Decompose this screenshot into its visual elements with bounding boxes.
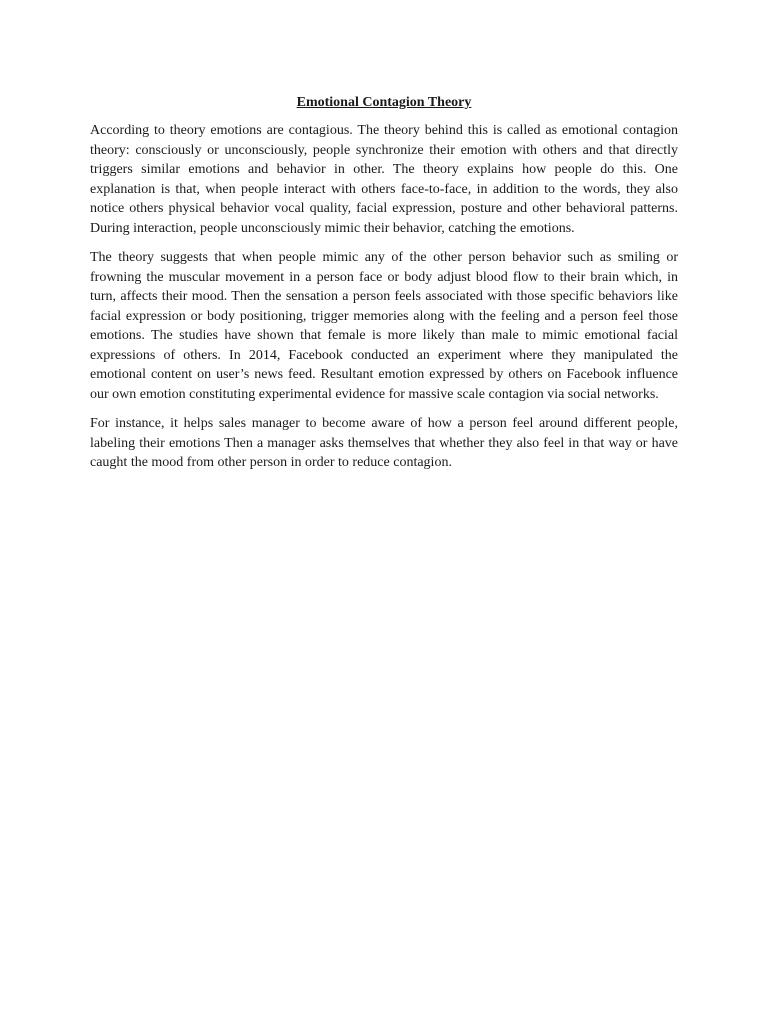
paragraph-2: The theory suggests that when people mimic any of the other person behavior such as smiling or frowning the muscular movement in a person face or body adjust blood flow to their brain which, in turn, affects their mood. Then the sensation a person feels associated with those specific behaviors like facial expression or body positioning, trigger memories along with the feeling and a person feel those emotions. The studies have shown that female is more likely than male to mimic emotional facial expressions of others. In 2014, Facebook conducted an experiment where they manipulated the emotional content on user’s news feed. Resultant emotion expressed by others on Facebook influence our own emotion constituting experimental evidence for massive scale contagion via social networks.: [90, 250, 678, 402]
paragraph-1: According to theory emotions are contagious. The theory behind this is called as emotional contagion theory: consciously or unconsciously, people synchronize their emotion with others and that directly triggers similar emotions and behavior in other. The theory explains how people do this. One explanation is that, when people interact with others face-to-face, in addition to the words, they also notice others physical behavior vocal quality, facial expression, posture and other behavioral patterns. During interaction, people unconsciously mimic their behavior, catching the emotions.: [90, 123, 678, 236]
paragraph-3: For instance, it helps sales manager to become aware of how a person feel around different people, labeling their emotions Then a manager asks themselves that whether they also feel in that way or have caught the mood from other person in order to reduce contagion.: [90, 416, 678, 470]
document-title: Emotional Contagion Theory: [296, 95, 472, 110]
document-body: [90, 93, 678, 483]
